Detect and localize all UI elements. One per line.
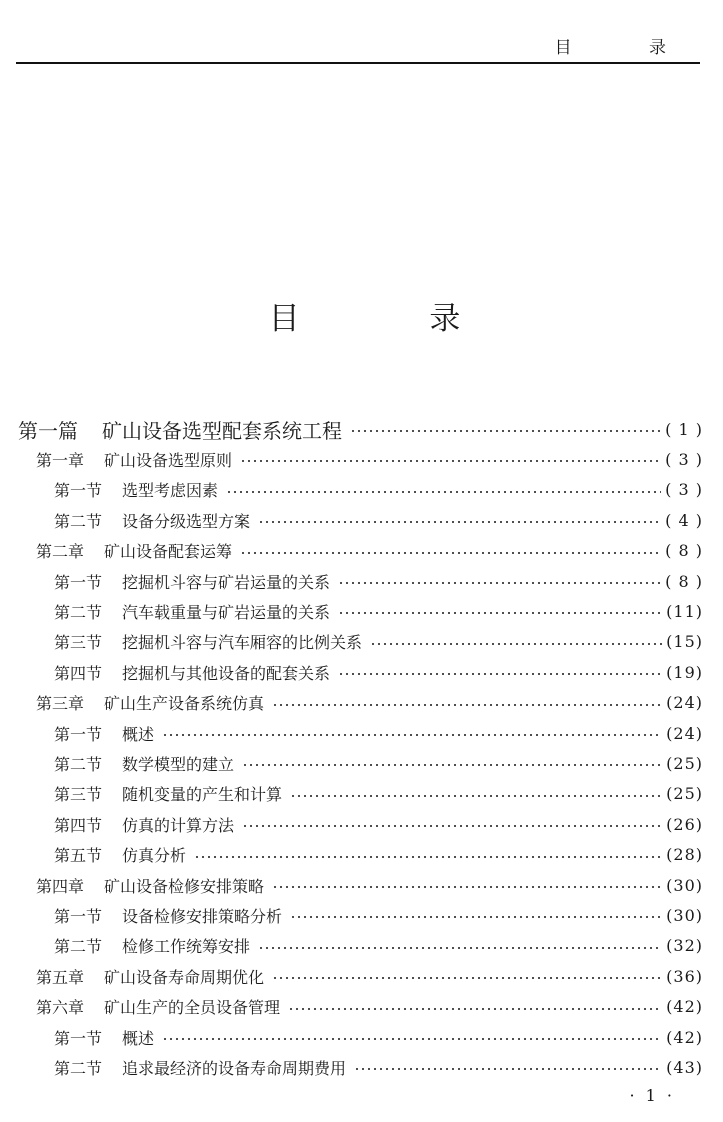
dot-leader [272, 977, 662, 979]
toc-label [54, 904, 282, 927]
toc-title: 设备检修安排策略分析 [122, 906, 283, 926]
toc-page-number: (32) [666, 936, 703, 956]
toc-page-number: (42) [666, 1027, 703, 1047]
toc-page-number: (43) [666, 1057, 703, 1077]
toc-entry [36, 538, 703, 564]
toc-number: 第五节 [54, 846, 103, 866]
dot-leader [162, 734, 662, 736]
toc-page-number: (30) [666, 905, 703, 925]
toc-number: 第四章 [36, 876, 85, 896]
dot-leader [354, 1068, 662, 1070]
toc-number: 第三节 [54, 785, 103, 805]
toc-page-number: (19) [666, 662, 703, 682]
toc-label [18, 415, 342, 444]
toc-entry [54, 629, 703, 655]
dot-leader [338, 612, 662, 614]
toc-page-number: ( 8 ) [665, 571, 703, 591]
toc-title: 矿山设备选型配套系统工程 [102, 418, 342, 443]
toc-number: 第一节 [54, 906, 103, 926]
toc-number: 第二节 [54, 602, 103, 622]
toc-title: 追求最经济的设备寿命周期费用 [122, 1058, 347, 1078]
toc-page-number: (24) [666, 723, 703, 743]
toc-entry [54, 568, 703, 594]
toc-number: 第六章 [36, 998, 85, 1018]
toc-number: 第五章 [36, 967, 85, 987]
toc-title: 设备分级选型方案 [122, 511, 251, 531]
toc-page-number: ( 8 ) [665, 541, 703, 561]
toc-number: 第一节 [54, 572, 103, 592]
toc-number: 第三节 [54, 633, 103, 653]
toc-page-number: (15) [666, 632, 703, 652]
toc-label [54, 570, 330, 593]
toc-label [36, 448, 232, 471]
toc-title: 仿真的计算方法 [122, 815, 235, 835]
toc-page-number: (25) [666, 784, 703, 804]
toc-entry [36, 963, 703, 989]
toc-page-number: (11) [666, 601, 703, 621]
toc-number: 第三章 [36, 694, 85, 714]
toc-entry [54, 477, 703, 503]
toc-number: 第一节 [54, 481, 103, 501]
toc-number: 第二节 [54, 937, 103, 957]
toc-title: 矿山设备寿命周期优化 [104, 967, 265, 987]
toc-entry [54, 842, 703, 868]
toc-title: 检修工作统筹安排 [122, 937, 251, 957]
toc-page-number: (42) [666, 997, 703, 1017]
toc-label [54, 934, 250, 957]
dot-leader [338, 582, 661, 584]
dot-leader [242, 764, 662, 766]
toc-label [54, 752, 234, 775]
toc-label [36, 874, 264, 897]
dot-leader [162, 1038, 662, 1040]
toc-number: 第二节 [54, 754, 103, 774]
toc-label [36, 691, 264, 714]
dot-leader [226, 491, 661, 493]
toc-entry [54, 781, 703, 807]
toc-entry [36, 872, 703, 898]
running-header [16, 30, 700, 64]
toc-title: 挖掘机斗容与矿岩运量的关系 [122, 572, 331, 592]
page-title: 目 录 [268, 301, 521, 337]
dot-leader [258, 521, 661, 523]
dot-leader [242, 825, 662, 827]
toc-label [54, 722, 154, 745]
toc-title: 随机变量的产生和计算 [122, 785, 283, 805]
toc-entry [36, 446, 703, 472]
dot-leader [240, 552, 661, 554]
toc-label [54, 782, 282, 805]
toc-page-number: (36) [666, 966, 703, 986]
toc-entry [54, 720, 703, 746]
toc-entry [36, 690, 703, 716]
toc-number: 第一篇 [18, 418, 78, 443]
toc-title: 矿山设备选型原则 [104, 450, 233, 470]
toc-entry [54, 750, 703, 776]
dot-leader [350, 430, 661, 432]
toc-page-number: ( 1 ) [665, 419, 703, 439]
toc-number: 第一章 [36, 450, 85, 470]
toc-label [36, 965, 264, 988]
toc-page-number: (25) [666, 753, 703, 773]
toc-title: 汽车载重量与矿岩运量的关系 [122, 602, 331, 622]
toc-title: 挖掘机与其他设备的配套关系 [122, 663, 331, 683]
toc-label [54, 478, 218, 501]
toc-page-number: (30) [666, 875, 703, 895]
dot-leader [272, 886, 662, 888]
toc-page-number: ( 3 ) [665, 449, 703, 469]
toc-number: 第四节 [54, 663, 103, 683]
toc-title: 概述 [122, 1028, 155, 1048]
toc-title: 挖掘机斗容与汽车厢容的比例关系 [122, 633, 363, 653]
toc-label [54, 509, 250, 532]
toc-label [54, 661, 330, 684]
toc-page-number: ( 4 ) [665, 510, 703, 530]
toc-page-number: ( 3 ) [665, 480, 703, 500]
dot-leader [370, 643, 662, 645]
toc-title: 矿山生产的全员设备管理 [104, 998, 281, 1018]
toc-page-number: (28) [666, 845, 703, 865]
toc-title: 矿山设备配套运筹 [104, 542, 233, 562]
page-number: · 1 · [629, 1086, 675, 1105]
toc-page-number: (26) [666, 814, 703, 834]
toc-number: 第二节 [54, 1058, 103, 1078]
toc-label [54, 843, 186, 866]
toc-label [36, 995, 280, 1018]
toc-entry [54, 659, 703, 685]
toc-entry [54, 811, 703, 837]
dot-leader [290, 795, 662, 797]
toc-entry [36, 994, 703, 1020]
toc-label [54, 1026, 154, 1049]
running-header-title: 目 录 [554, 38, 702, 58]
toc-label [36, 539, 232, 562]
toc-label [54, 1056, 346, 1079]
toc-title: 选型考虑因素 [122, 481, 219, 501]
toc-number: 第二章 [36, 542, 85, 562]
toc-entry [54, 507, 703, 533]
toc-entry [54, 933, 703, 959]
toc-number: 第四节 [54, 815, 103, 835]
toc-entry [54, 598, 703, 624]
toc-entry [54, 1024, 703, 1050]
dot-leader [290, 916, 662, 918]
dot-leader [288, 1008, 662, 1010]
dot-leader [240, 460, 661, 462]
toc-number: 第一节 [54, 724, 103, 744]
toc-title: 矿山生产设备系统仿真 [104, 694, 265, 714]
dot-leader [194, 856, 662, 858]
toc-number: 第二节 [54, 511, 103, 531]
toc-label [54, 813, 234, 836]
toc-label [54, 600, 330, 623]
toc-title: 概述 [122, 724, 155, 744]
dot-leader [258, 947, 662, 949]
toc-title: 矿山设备检修安排策略 [104, 876, 265, 896]
dot-leader [272, 704, 662, 706]
toc-entry [54, 902, 703, 928]
toc-entry [18, 414, 703, 444]
toc-title: 数学模型的建立 [122, 754, 235, 774]
dot-leader [338, 673, 662, 675]
toc-label [54, 630, 362, 653]
toc-title: 仿真分析 [122, 846, 187, 866]
toc-page-number: (24) [666, 693, 703, 713]
toc-number: 第一节 [54, 1028, 103, 1048]
toc-entry [54, 1054, 703, 1080]
